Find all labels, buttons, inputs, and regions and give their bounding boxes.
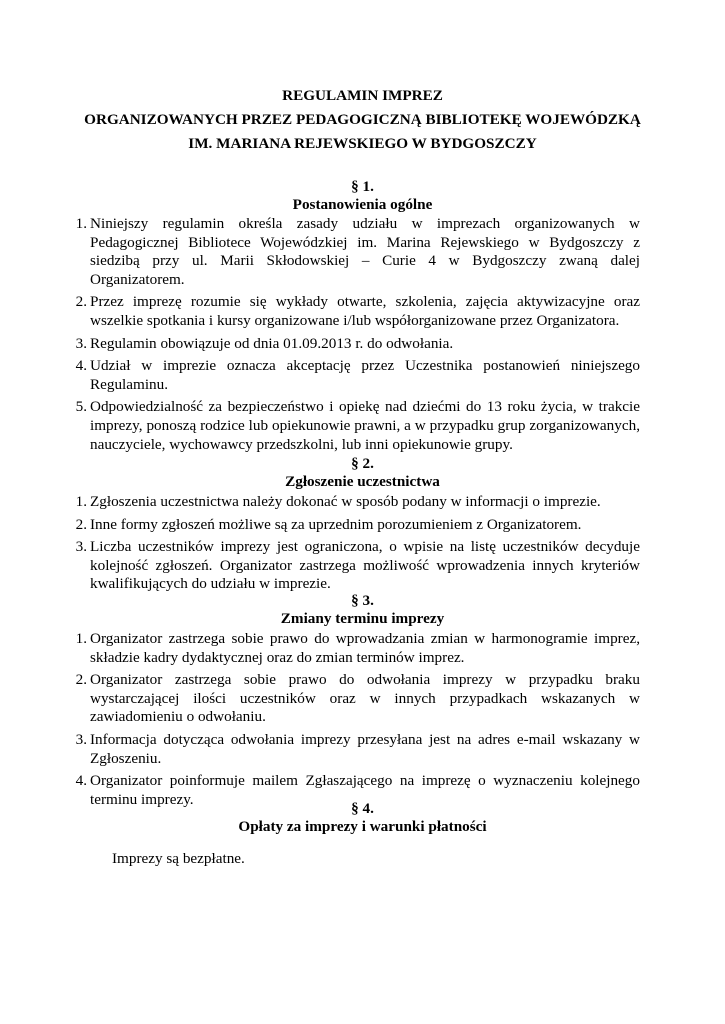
item-text: Organizator zastrzega sobie prawo do odwołania imprezy w przypadku braku wystarczającej ilości uczestników oraz w innych przypadkach wskazanych w zawiadomieniu o odwołaniu. — [90, 671, 640, 726]
item-number: 3. — [75, 334, 87, 352]
doc-title-line-3: IM. MARIANA REJEWSKIEGO W BYDGOSZCZY — [188, 135, 537, 152]
list-item — [75, 538, 640, 594]
item-number: 2. — [75, 671, 87, 689]
item-text: Niniejszy regulamin określa zasady udziału w imprezach organizowanych w Pedagogicznej Bibliotece Wojewódzkiej im. Marina Rejewskiego w Bydgoszczy z siedzibą przy ul. Marii Skłodowskiej – Curie 4 w Bydgoszczy zwaną dalej Organizatorem. — [90, 215, 640, 288]
list-item — [75, 515, 640, 535]
item-text: Organizator poinformuje mailem Zgłaszającego na imprezę o wyznaczeniu kolejnego terminu imprezy. — [90, 772, 640, 808]
section-3-list — [75, 630, 640, 813]
item-text: Inne formy zgłoszeń możliwe są za uprzednim porozumieniem z Organizatorem. — [90, 515, 582, 533]
item-text: Zgłoszenia uczestnictwa należy dokonać w sposób podany w informacji o imprezie. — [90, 493, 601, 510]
section-2-title: Zgłoszenie uczestnictwa — [285, 473, 440, 490]
doc-title-line-2: ORGANIZOWANYCH PRZEZ PEDAGOGICZNĄ BIBLIOTEKĘ WOJEWÓDZKĄ — [84, 111, 641, 128]
section-4-mark: § 4. — [351, 800, 374, 817]
item-text: Liczba uczestników imprezy jest ograniczona, o wpisie na listę uczestników decyduje kolejność zgłoszeń. Organizator zastrzega możliwość wprowadzenia innych kryteriów kwalifikujących do udziału w imprezie. — [90, 538, 640, 593]
item-number: 5. — [75, 398, 87, 416]
section-2-list — [75, 493, 640, 598]
item-number: 4. — [75, 357, 87, 375]
list-item — [75, 493, 640, 512]
section-1-list — [75, 215, 640, 458]
item-number: 2. — [75, 293, 87, 311]
item-number: 3. — [75, 538, 87, 556]
item-number: 1. — [75, 630, 87, 647]
item-number: 2. — [75, 515, 87, 533]
item-text: Udział w imprezie oznacza akceptację przez Uczestnika postanowień niniejszego Regulaminu. — [90, 357, 640, 393]
item-number: 1. — [75, 215, 87, 232]
item-text: Informacja dotycząca odwołania imprezy przesyłana jest na adres e-mail wskazany w Zgłoszeniu. — [90, 730, 640, 767]
item-text: Organizator zastrzega sobie prawo do wprowadzania zmian w harmonogramie imprez, składzie kadry dydaktycznej oraz do zmian terminów imprez. — [90, 630, 640, 666]
item-number: 4. — [75, 772, 87, 790]
section-2-mark: § 2. — [351, 455, 374, 472]
item-text: Odpowiedzialność za bezpieczeństwo i opiekę nad dziećmi do 13 roku życia, w trakcie imprezy, ponoszą rodzice lub opiekunowie prawni, a w przypadku grup zorganizowanych, nauczyciele, wychowawcy przedszkolni, lub inni opiekunowie grupy. — [90, 398, 640, 453]
section-1-mark: § 1. — [351, 178, 374, 195]
list-item — [75, 293, 640, 330]
item-number: 3. — [75, 730, 87, 748]
list-item — [75, 630, 640, 667]
list-item — [75, 215, 640, 289]
item-text: Przez imprezę rozumie się wykłady otwarte, szkolenia, zajęcia aktywizacyjne oraz wszelkie spotkania i kursy organizowane i/lub współorganizowane przez Organizatora. — [90, 293, 640, 329]
item-number: 1. — [75, 493, 87, 510]
item-text: Regulamin obowiązuje od dnia 01.09.2013 r. do odwołania. — [90, 334, 454, 352]
list-item — [75, 730, 640, 768]
list-item — [75, 357, 640, 394]
section-3-title: Zmiany terminu imprezy — [280, 610, 445, 627]
section-4-title: Opłaty za imprezy i warunki płatności — [238, 818, 487, 835]
section-1-title: Postanowienia ogólne — [292, 196, 433, 213]
list-item — [75, 334, 640, 354]
doc-title-line-1: REGULAMIN IMPREZ — [282, 87, 443, 104]
list-item — [75, 398, 640, 454]
list-item — [75, 671, 640, 727]
fees-note: Imprezy są bezpłatne. — [112, 850, 245, 867]
section-3-mark: § 3. — [351, 592, 374, 609]
